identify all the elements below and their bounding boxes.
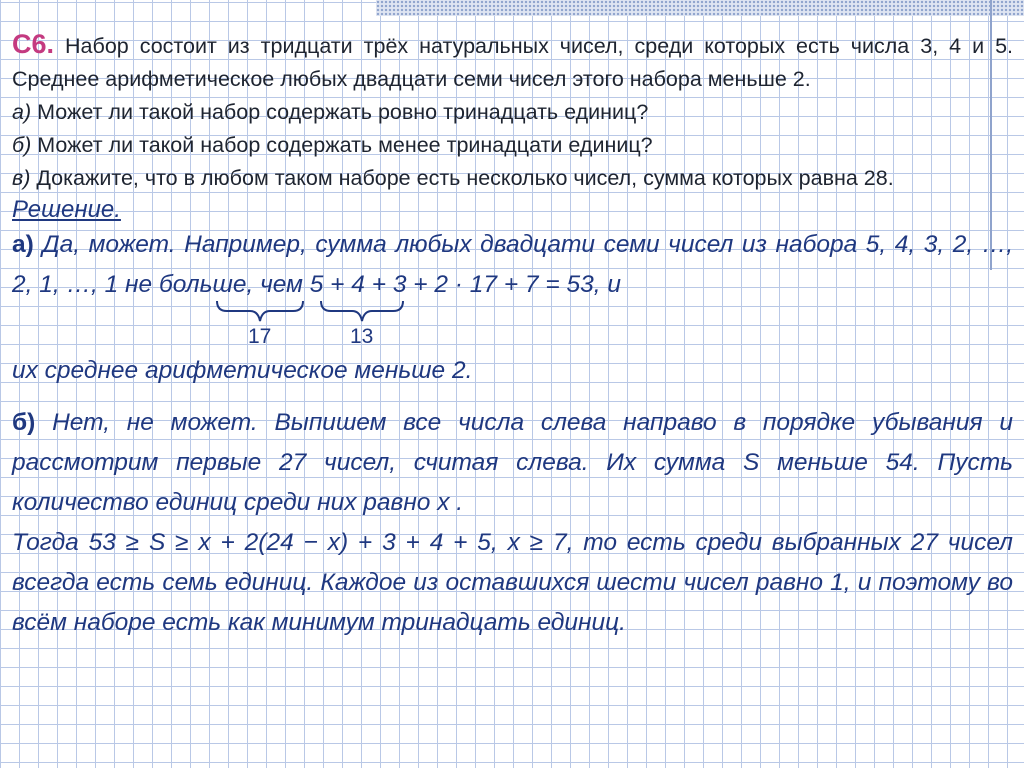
solution-a-text-2: их среднее арифметическое меньше 2. [12, 357, 473, 384]
underbrace-graphics [12, 299, 1013, 349]
solution-a-label: а) [12, 231, 34, 258]
underbrace-label-17: 17 [248, 325, 272, 348]
question-b [12, 129, 1013, 162]
task-label: С6. [12, 29, 55, 59]
solution-a-text-1: Да, может. Например, сумма любых двадцати семи чисел из набора 5, 4, 3, 2, …, 2, 1, …, 1 не больше, чем 5 + 4 + 3 + 2 · 17 + 7 = 53, и [12, 231, 1013, 298]
question-c-letter: в) [12, 166, 31, 190]
solution-b-continuation [12, 523, 1013, 643]
solution-a [12, 225, 1013, 305]
solution-b [12, 403, 1013, 523]
underbrace-label-13: 13 [350, 325, 374, 348]
decorative-corner-pattern [376, 0, 1024, 16]
solution [12, 195, 1013, 643]
task-intro [12, 28, 1013, 96]
question-b-text: Может ли такой набор содержать менее тринадцати единиц? [37, 133, 653, 157]
solution-b-text-1: Нет, не может. Выпишем все числа слева направо в порядке убывания и рассмотрим первые 27 чисел, считая слева. Их сумма S меньше 54. Пусть количество единиц среди них равно x . [12, 409, 1013, 516]
question-a [12, 96, 1013, 129]
solution-a-continuation [12, 351, 1013, 391]
underbraces [12, 305, 1013, 351]
solution-b-text-2: Тогда 53 ≥ S ≥ x + 2(24 − x) + 3 + 4 + 5, x ≥ 7, то есть среди выбранных 27 чисел всегда есть семь единиц. Каждое из оставшихся шести чисел равно 1, и поэтому во всём наборе есть как минимум тринадцать единиц. [12, 529, 1013, 636]
question-c [12, 162, 1013, 195]
solution-b-label: б) [12, 409, 36, 436]
question-a-letter: а) [12, 100, 32, 124]
question-b-letter: б) [12, 133, 32, 157]
question-a-text: Может ли такой набор содержать ровно тринадцать единиц? [37, 100, 649, 124]
task-intro-text: Набор состоит из тридцати трёх натуральных чисел, среди которых есть числа 3, 4 и 5. Среднее арифметическое любых двадцати семи чисел этого набора меньше 2. [12, 34, 1013, 91]
slide-content [12, 28, 1013, 643]
question-c-text: Докажите, что в любом таком наборе есть несколько чисел, сумма которых равна 28. [36, 166, 894, 190]
solution-heading: Решение. [12, 196, 121, 223]
task-statement [12, 28, 1013, 195]
